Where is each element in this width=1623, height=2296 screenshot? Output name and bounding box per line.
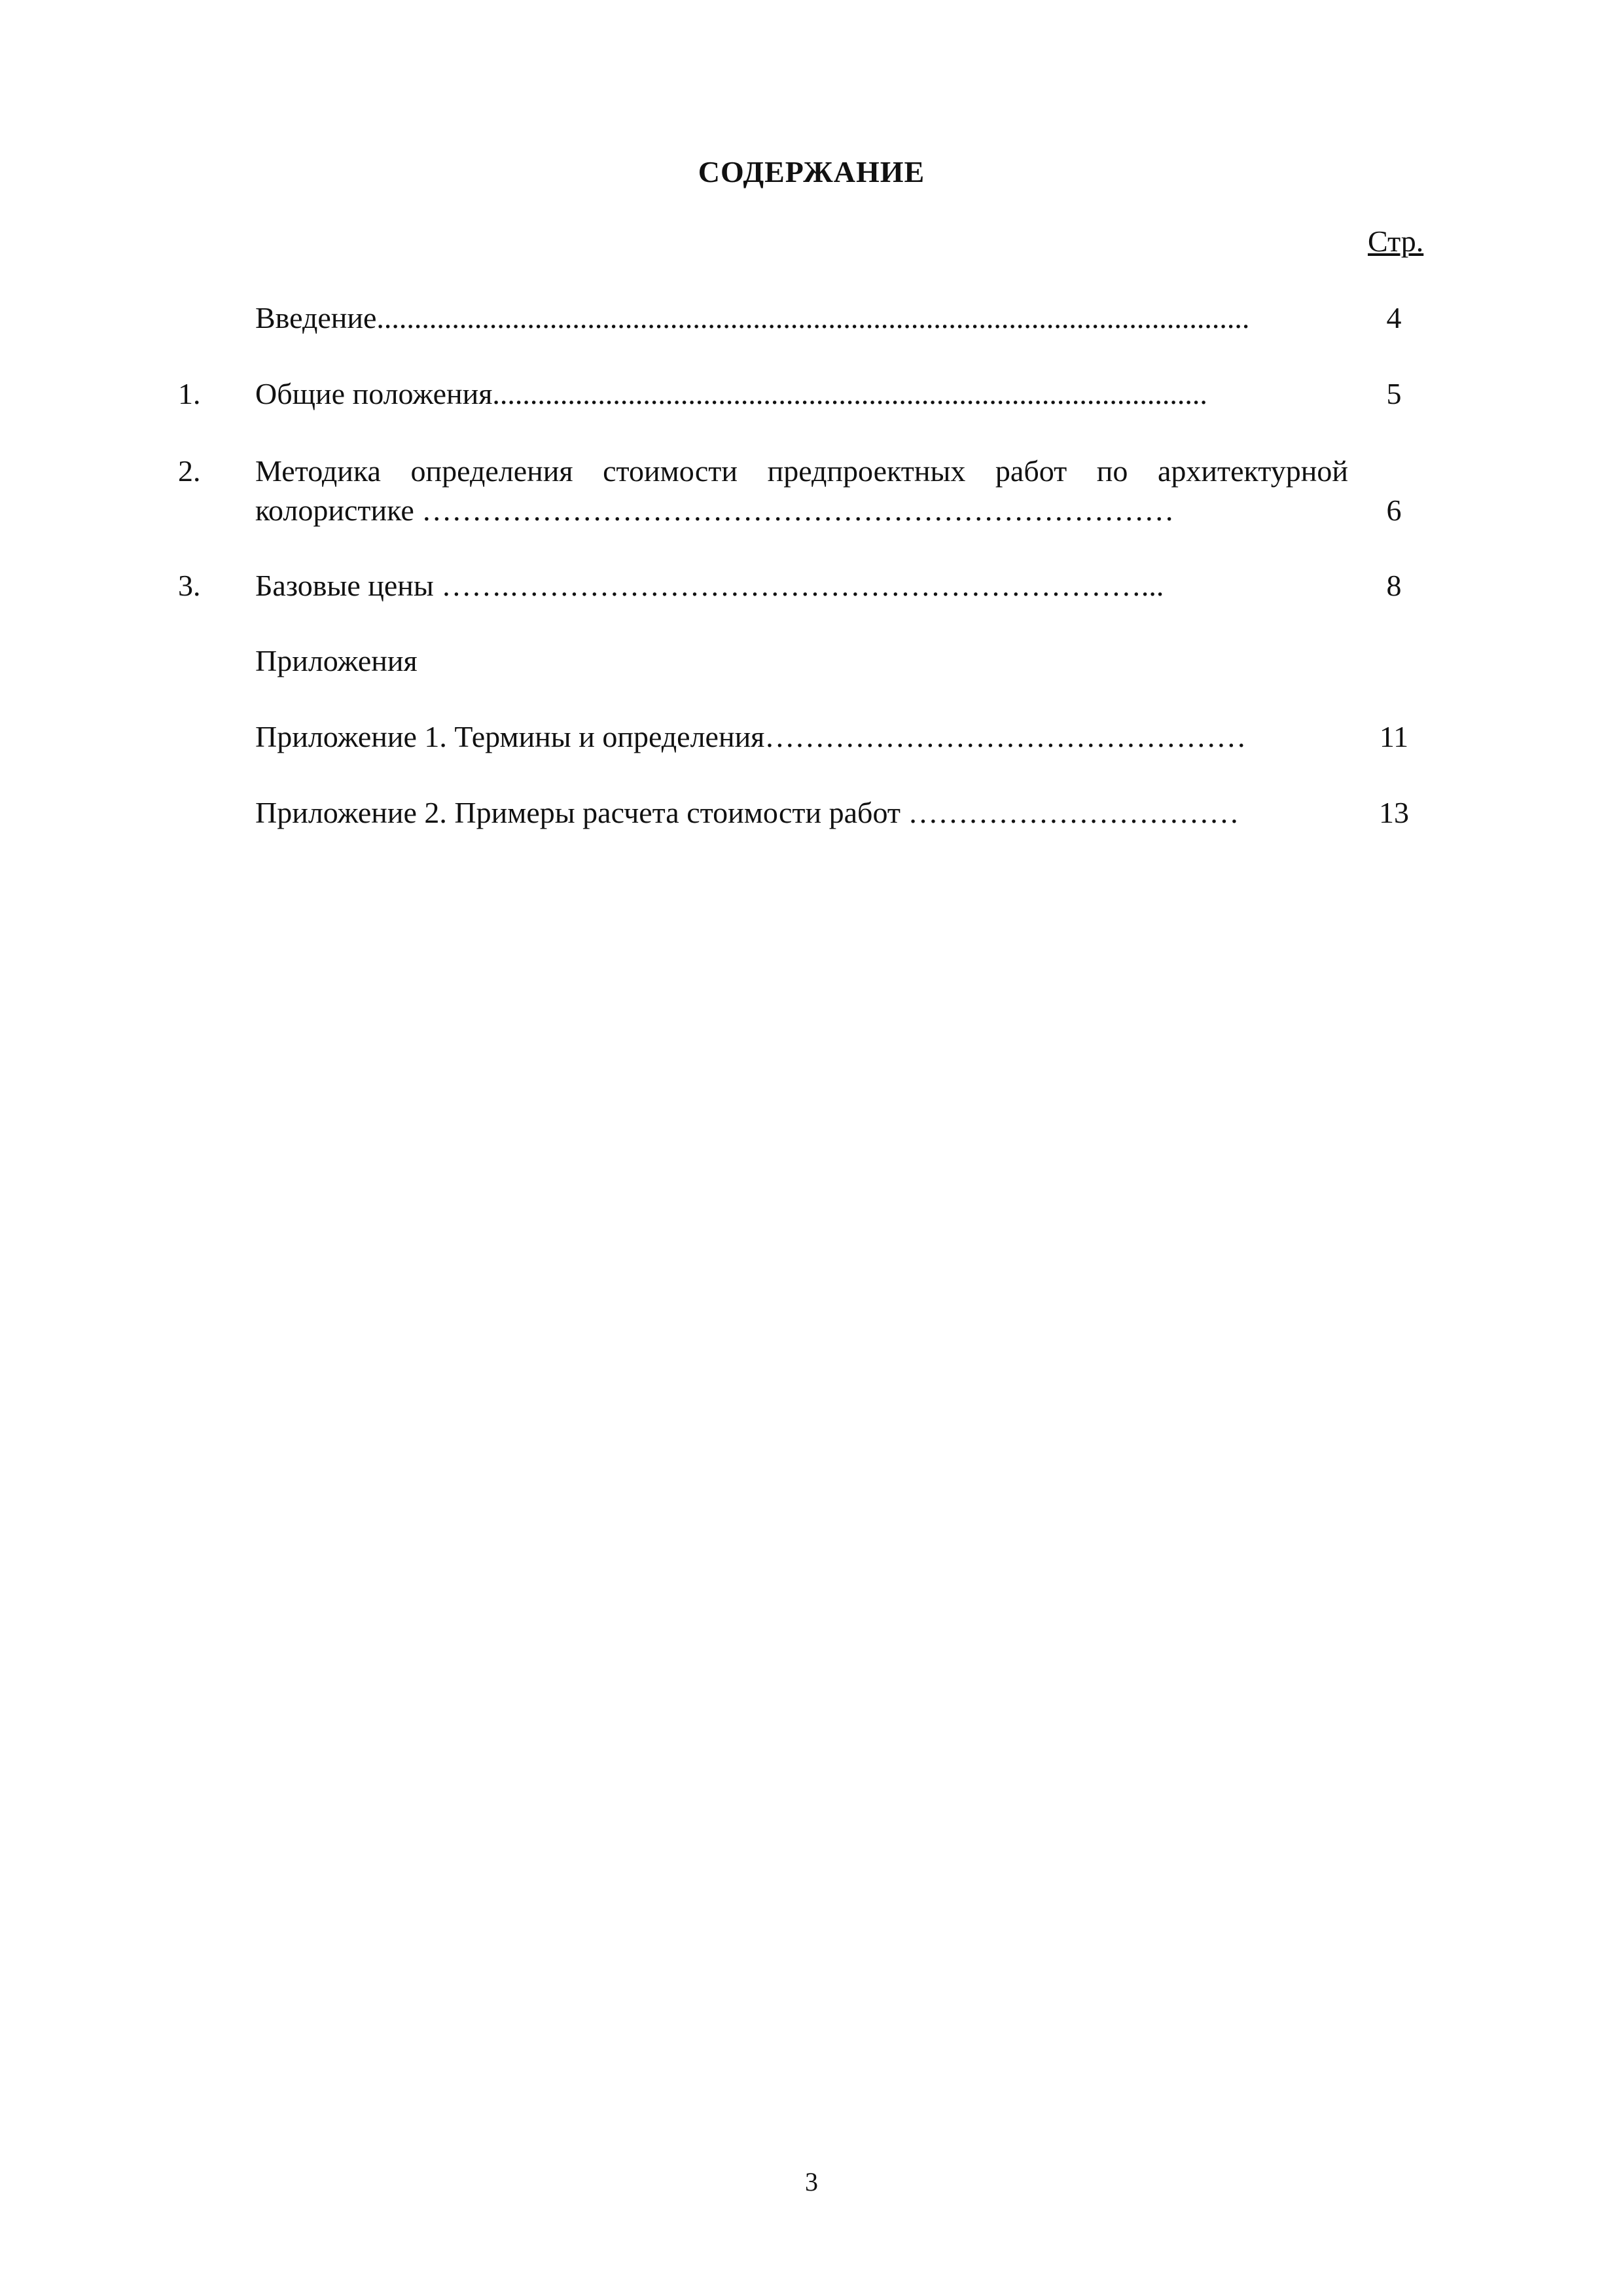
footer-page-number: 3 [805, 2167, 818, 2197]
toc-entry-number: 3. [178, 569, 201, 602]
toc-entry-page: 11 [1379, 720, 1409, 753]
toc-appendices-heading-text: Приложения [255, 644, 418, 677]
toc-entry-text-line-2: колористике ………………………………………………………………… [255, 493, 1175, 527]
page-title: СОДЕРЖАНИЕ [698, 155, 925, 188]
toc-entry-page: 5 [1386, 377, 1402, 410]
page-column-header: Стр. [1368, 224, 1424, 258]
toc-entry-text: Приложение 1. Термины и определения………………………………………… [255, 720, 1247, 753]
toc-entry-text: Введение.................................................................................................................... [255, 301, 1250, 334]
toc-entry-number: 1. [178, 377, 201, 410]
toc-entry-text: Базовые цены …….………………………………………………………... [255, 569, 1164, 602]
toc-entry-text: Приложение 2. Примеры расчета стоимости работ …………………………… [255, 796, 1240, 829]
toc-entry-page: 4 [1386, 301, 1402, 334]
toc-entry-page: 8 [1386, 569, 1402, 602]
toc-entry-text-line-1: Методика определения стоимости предпроектных работ по архитектурной [255, 454, 1348, 488]
toc-entry-number: 2. [178, 454, 201, 488]
toc-entry-page: 6 [1386, 493, 1402, 527]
toc-entry-text: Общие положения............................................................................................... [255, 377, 1207, 410]
toc-entry-page: 13 [1379, 796, 1409, 829]
toc-entry-text [255, 452, 1348, 530]
